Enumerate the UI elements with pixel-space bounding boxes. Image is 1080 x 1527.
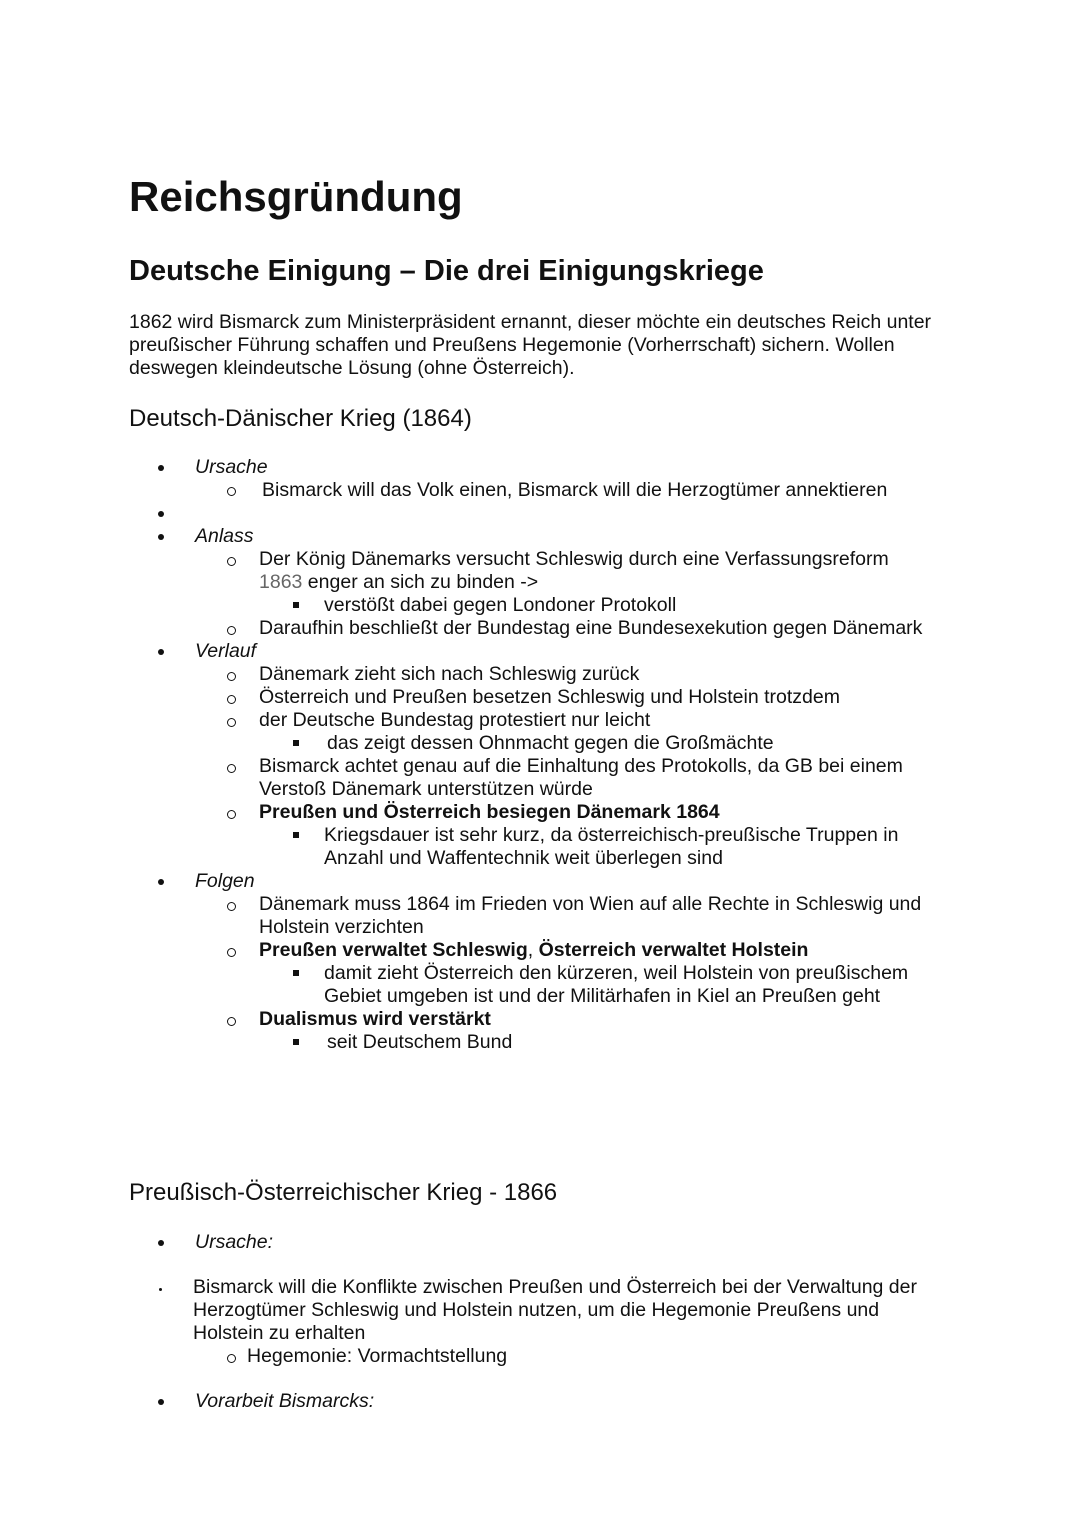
square-bullet-icon <box>293 1039 299 1045</box>
folgen-item-2-part-1: Preußen verwaltet Schleswig <box>259 939 528 961</box>
circle-bullet-icon <box>227 1354 236 1363</box>
square-bullet-icon <box>293 602 299 608</box>
section2-para-line-1: Bismarck will die Konflikte zwischen Preußen und Österreich bei der Verwaltung der <box>193 1276 917 1298</box>
folgen-label: Folgen <box>195 870 255 892</box>
verlauf-item-2: Österreich und Preußen besetzen Schleswig und Holstein trotzdem <box>259 686 840 708</box>
square-bullet-icon <box>293 970 299 976</box>
folgen-item-2-part-2: Österreich verwaltet Holstein <box>538 939 809 961</box>
intro-line-1: 1862 wird Bismarck zum Ministerpräsident ernannt, dieser möchte ein deutsches Reich unter <box>129 311 932 333</box>
intro-line-3: deswegen kleindeutsche Lösung (ohne Österreich). <box>129 357 575 379</box>
bullet-icon <box>158 465 164 471</box>
intro-line-2: preußischer Führung schaffen und Preußens Hegemonie (Vorherrschaft) sichern. Wollen <box>129 334 895 356</box>
verlauf-item-3: der Deutsche Bundestag protestiert nur leicht <box>259 709 651 731</box>
circle-bullet-icon <box>227 810 236 819</box>
anlass-item-2: Daraufhin beschließt der Bundestag eine Bundesexekution gegen Dänemark <box>259 617 923 639</box>
anlass-label: Anlass <box>195 525 254 547</box>
verlauf-item-5-sub-line-1: Kriegsdauer ist sehr kurz, da österreichisch-preußische Truppen in <box>324 824 899 846</box>
section2-ursache-label: Ursache: <box>195 1231 274 1253</box>
small-bullet-icon <box>159 1288 162 1291</box>
bullet-icon <box>158 879 164 885</box>
page-title: Reichsgründung <box>129 173 463 220</box>
circle-bullet-icon <box>227 695 236 704</box>
circle-bullet-icon <box>227 948 236 957</box>
folgen-item-2 <box>259 939 808 962</box>
bullet-icon <box>158 649 164 655</box>
section2-heading: Preußisch-Österreichischer Krieg - 1866 <box>129 1179 558 1206</box>
verlauf-item-4-line-1: Bismarck achtet genau auf die Einhaltung des Protokolls, da GB bei einem <box>259 755 903 777</box>
section1-heading: Deutsch-Dänischer Krieg (1864) <box>129 405 472 432</box>
anlass-item-1-sub: verstößt dabei gegen Londoner Protokoll <box>324 594 677 616</box>
square-bullet-icon <box>293 832 299 838</box>
anlass-item-1-line-2 <box>259 571 538 594</box>
bullet-icon <box>158 511 164 517</box>
verlauf-label: Verlauf <box>195 640 257 662</box>
verlauf-item-4-line-2: Verstoß Dänemark unterstützen würde <box>259 778 593 800</box>
verlauf-item-3-sub: das zeigt dessen Ohnmacht gegen die Großmächte <box>327 732 774 754</box>
section2-para-line-3: Holstein zu erhalten <box>193 1322 366 1344</box>
bullet-icon <box>158 1399 164 1405</box>
circle-bullet-icon <box>227 626 236 635</box>
circle-bullet-icon <box>227 1017 236 1026</box>
page-subtitle: Deutsche Einigung – Die drei Einigungskriege <box>129 255 764 287</box>
circle-bullet-icon <box>227 902 236 911</box>
verlauf-item-1: Dänemark zieht sich nach Schleswig zurück <box>259 663 640 685</box>
ursache-item: Bismarck will das Volk einen, Bismarck will die Herzogtümer annektieren <box>262 479 888 501</box>
square-bullet-icon <box>293 740 299 746</box>
folgen-item-2-sub-line-1: damit zieht Österreich den kürzeren, weil Holstein von preußischem <box>324 962 909 984</box>
bullet-icon <box>158 1240 164 1246</box>
circle-bullet-icon <box>227 672 236 681</box>
hegemonie-definition: Hegemonie: Vormachtstellung <box>247 1345 508 1367</box>
folgen-item-1-line-1: Dänemark muss 1864 im Frieden von Wien auf alle Rechte in Schleswig und <box>259 893 922 915</box>
circle-bullet-icon <box>227 487 236 496</box>
verlauf-item-5-sub-line-2: Anzahl und Waffentechnik weit überlegen sind <box>324 847 723 869</box>
vorarbeit-label: Vorarbeit Bismarcks: <box>195 1390 375 1412</box>
folgen-item-3-sub: seit Deutschem Bund <box>327 1031 513 1053</box>
ursache-label: Ursache <box>195 456 268 478</box>
folgen-item-1-line-2: Holstein verzichten <box>259 916 424 938</box>
circle-bullet-icon <box>227 557 236 566</box>
circle-bullet-icon <box>227 718 236 727</box>
folgen-item-2-separator: , <box>527 939 539 961</box>
anlass-item-1-line-2-rest: enger an sich zu binden -> <box>302 571 539 593</box>
anlass-item-1-line-1: Der König Dänemarks versucht Schleswig durch eine Verfassungsreform <box>259 548 889 570</box>
verlauf-item-5: Preußen und Österreich besiegen Dänemark 1864 <box>259 801 720 823</box>
circle-bullet-icon <box>227 764 236 773</box>
section2-para-line-2: Herzogtümer Schleswig und Holstein nutzen, um die Hegemonie Preußens und <box>193 1299 880 1321</box>
folgen-item-2-sub-line-2: Gebiet umgeben ist und der Militärhafen in Kiel an Preußen geht <box>324 985 881 1007</box>
folgen-item-3: Dualismus wird verstärkt <box>259 1008 491 1030</box>
bullet-icon <box>158 534 164 540</box>
year-1863: 1863 <box>259 571 303 593</box>
